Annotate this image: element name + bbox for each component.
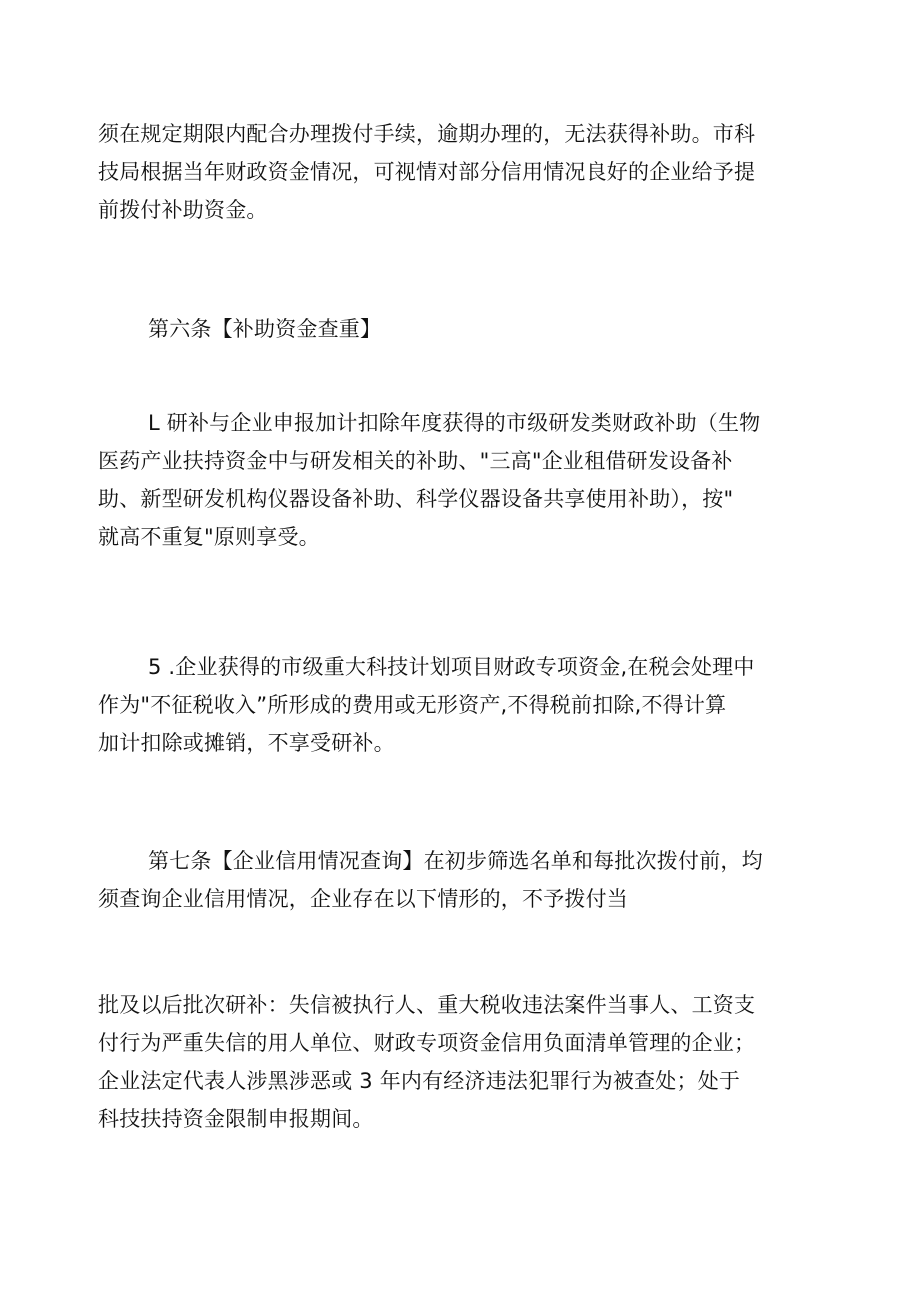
text-line: 企业法定代表人涉黑涉恶或 3 年内有经济违法犯罪行为被查处；处于 [98,1069,741,1093]
text-line: 第七条【企业信用情况查询】在初步筛选名单和每批次拨付前，均 [148,849,763,873]
text-line: 医药产业扶持资金中与研发相关的补助、"三高"企业租借研发设备补 [98,449,733,473]
heading-article-6 [98,310,828,348]
paragraph-article-7 [98,842,828,918]
article-heading: 第六条【补助资金查重】 [148,317,382,341]
paragraph-disbursement [98,115,828,229]
text-line: 5 .企业获得的市级重大科技计划项目财政专项资金,在税会处理中 [148,655,755,679]
text-line: 须查询企业信用情况，企业存在以下情形的，不予拨付当 [98,887,628,911]
text-line: 加计扣除或摊销，不享受研补。 [98,731,395,755]
paragraph-credit-conditions [98,986,828,1138]
text-line: 技局根据当年财政资金情况，可视情对部分信用情况良好的企业给予提 [98,160,756,184]
text-line: 批及以后批次研补：失信被执行人、重大税收违法案件当事人、工资支 [98,993,756,1017]
text-line: 科技扶持资金限制申报期间。 [98,1107,374,1131]
text-line: 须在规定期限内配合办理拨付手续，逾期办理的，无法获得补助。市科 [98,122,756,146]
text-line: 就高不重复"原则享受。 [98,525,320,549]
text-line: 付行为严重失信的用人单位、财政专项资金信用负面清单管理的企业； [98,1031,756,1055]
text-line: L 研补与企业申报加计扣除年度获得的市级研发类财政补助（生物 [148,411,761,435]
text-line: 作为"不征税收入”所形成的费用或无形资产,不得税前扣除,不得计算 [98,693,727,717]
text-line: 助、新型研发机构仪器设备补助、科学仪器设备共享使用补助），按" [98,487,734,511]
text-line: 前拨付补助资金。 [98,198,268,222]
paragraph-item-l [98,404,828,556]
paragraph-item-5 [98,648,828,762]
